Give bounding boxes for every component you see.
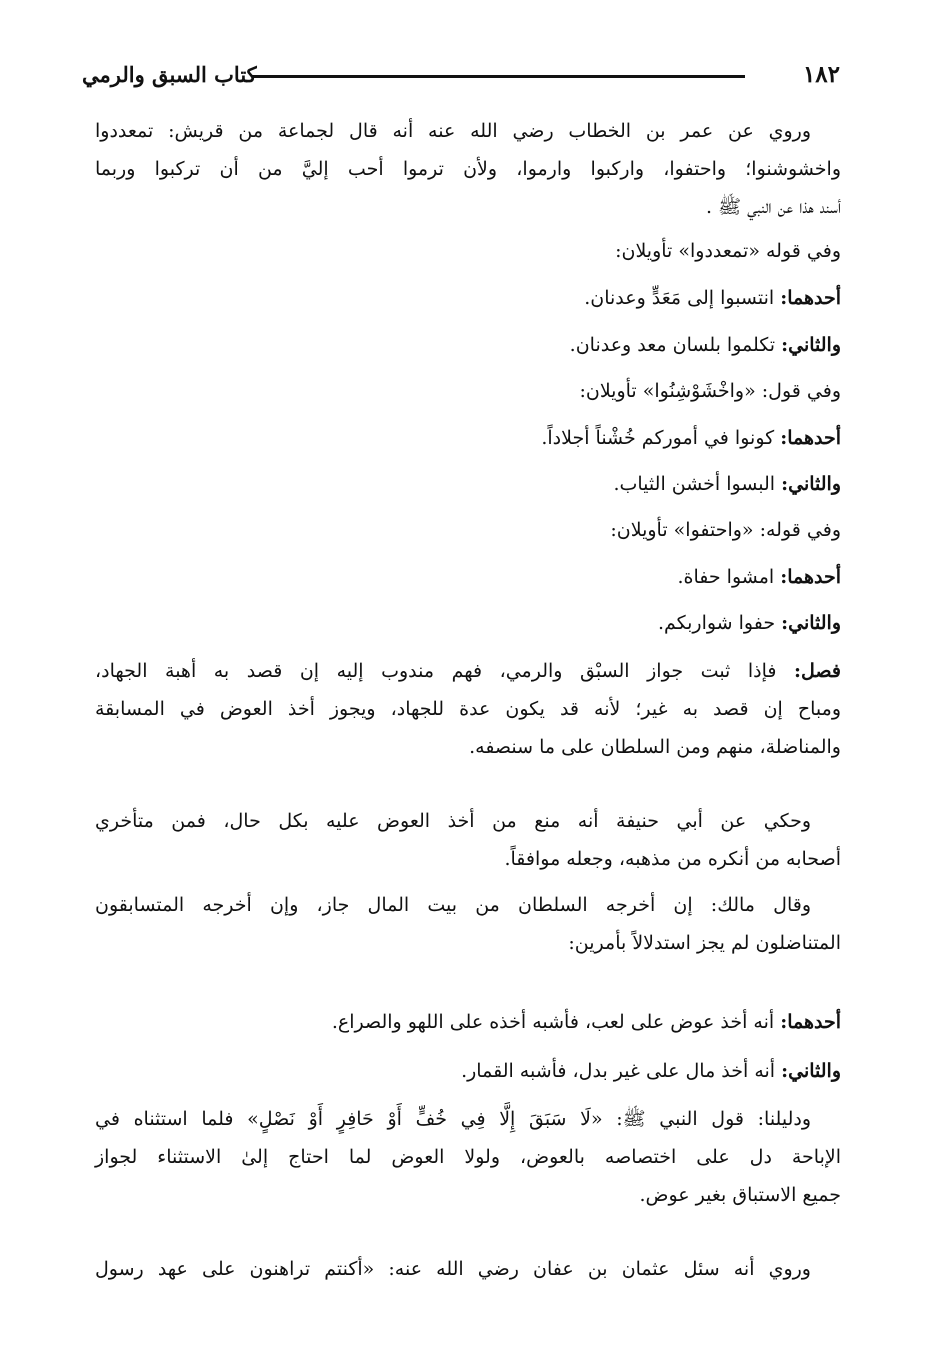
interpretation-item — [541, 419, 841, 457]
interpretation-text: تكلموا بلسان معد وعدنان. — [569, 334, 776, 356]
interpretation-item — [678, 558, 842, 596]
interpretation-item — [584, 279, 841, 317]
interpretation-label: والثاني: — [781, 612, 841, 634]
heading-tamaddadu — [615, 232, 841, 270]
paragraph-umar-narration — [95, 112, 841, 226]
argument-item — [461, 1052, 841, 1090]
paragraph-our-evidence — [95, 1100, 841, 1214]
page-number: ١٨٢ — [802, 61, 840, 88]
section-label: فصل: — [794, 660, 841, 682]
text-line: وروي أنه سئل عثمان بن عفان رضي الله عنه: «أكنتم تراهنون على عهد رسول — [95, 1258, 811, 1280]
text-line: المتناضلون لم يجز استدلالاً بأمرين: — [568, 932, 841, 954]
text-line: واخشوشنوا؛ واحتفوا، واركبوا وارموا، ولأن ترموا أحب إليَّ من أن تركبوا وربما — [95, 158, 841, 180]
interpretation-item — [658, 604, 841, 642]
section-fasl — [95, 652, 841, 766]
text-line-content: فإذا ثبت جواز السبْق والرمي، فهم مندوب إليه إن قصد به أهبة الجهاد، — [95, 660, 777, 682]
paragraph-malik — [95, 886, 841, 962]
argument-text: أنه أخذ عوض على لعب، فأشبه أخذه على اللهو والصراع. — [331, 1011, 775, 1033]
argument-label: والثاني: — [781, 1060, 841, 1082]
interpretation-text: امشوا حفاة. — [677, 566, 775, 588]
text-line: جميع الاستباق بغير عوض. — [639, 1184, 841, 1206]
text-line: وفي قوله «تمعددوا» تأويلان: — [615, 240, 841, 262]
text-line: ومباح إن قصد به غير؛ لأنه قد يكون عدة للجهاد، ويجوز أخذ العوض في المسابقة — [95, 698, 841, 720]
interpretation-item — [613, 465, 841, 503]
interpretation-text: حفوا شواربكم. — [657, 612, 776, 634]
interpretation-item — [570, 326, 841, 364]
text-line: وفي قوله: «واحتفوا» تأويلان: — [610, 519, 841, 541]
running-header — [82, 58, 840, 98]
interpretation-label: والثاني: — [781, 473, 841, 495]
text-line: ودليلنا: قول النبي ﷺ: «لَا سَبَقَ إِلَّا فِي خُفٍّ أَوْ حَافِرٍ أَوْ نَصْلٍ» فلما استثناه في — [95, 1108, 811, 1130]
paragraph-uthman-narration — [95, 1250, 841, 1288]
argument-text: أنه أخذ مال على غير بدل، فأشبه القمار. — [461, 1060, 776, 1082]
book-title: كتاب السبق والرمي — [82, 62, 257, 87]
text-line: وقال مالك: إن أخرجه السلطان من بيت المال جاز، وإن أخرجه المتسابقون — [95, 894, 811, 916]
text-line: أصحابه من أنكره من مذهبه، وجعله موافقاً. — [504, 848, 841, 870]
text-line: الإباحة دل على اختصاصه بالعوض، ولولا العوض لما احتاج إلىٰ الاستثناء لجواز — [95, 1146, 841, 1168]
interpretation-text: انتسبوا إلى مَعَدٍّ وعدنان. — [584, 287, 775, 309]
argument-label: أحدهما: — [780, 1011, 841, 1033]
interpretation-label: أحدهما: — [780, 566, 841, 588]
text-line — [95, 652, 841, 690]
interpretation-label: والثاني: — [781, 334, 841, 356]
paragraph-abu-hanifa — [95, 802, 841, 878]
text-line: وحكي عن أبي حنيفة أنه منع من أخذ العوض عليه بكل حال، فمن متأخري — [95, 810, 811, 832]
interpretation-text: البسوا أخشن الثياب. — [613, 473, 776, 495]
argument-item — [332, 1003, 841, 1041]
text-line: أسند هذا عن النبي ﷺ . — [706, 196, 841, 218]
text-line: وفي قول: «واخْشَوْشِنُوا» تأويلان: — [579, 380, 841, 402]
interpretation-label: أحدهما: — [780, 427, 841, 449]
text-line: وروي عن عمر بن الخطاب رضي الله عنه أنه قال لجماعة من قريش: تمعددوا — [95, 120, 811, 142]
heading-ikhshawshinu — [579, 372, 841, 410]
text-line: والمناضلة، منهم ومن السلطان على ما سنصفه. — [469, 736, 841, 758]
heading-ihtafu — [610, 511, 841, 549]
header-rule — [252, 75, 745, 78]
interpretation-label: أحدهما: — [780, 287, 841, 309]
interpretation-text: كونوا في أموركم خُشْناً أجلاداً. — [541, 427, 775, 449]
